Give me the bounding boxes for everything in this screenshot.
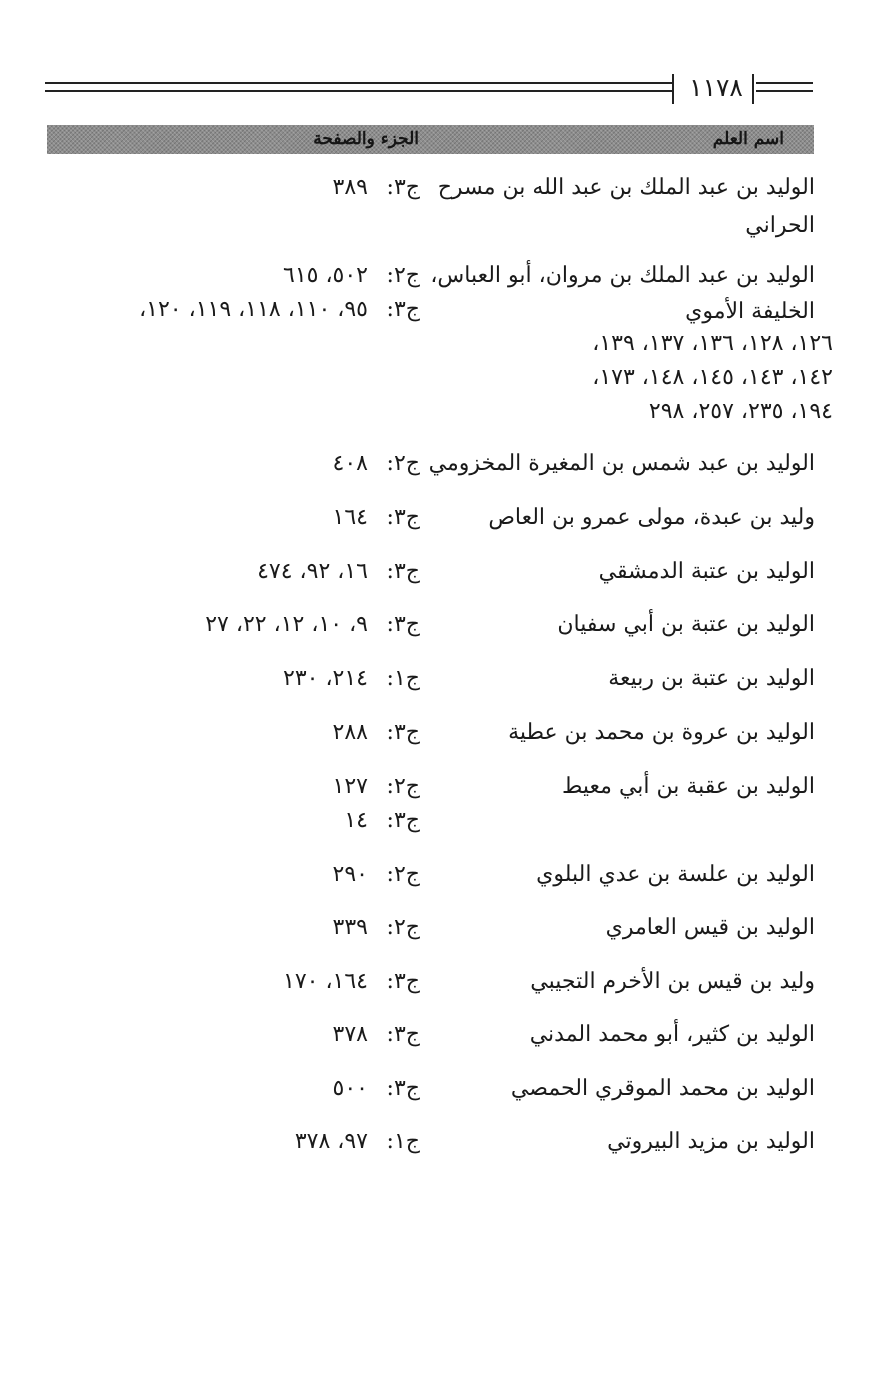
page-refs: ٩٧، ٣٧٨ (294, 1129, 368, 1154)
volume-label: ج٣: (386, 969, 420, 994)
page-refs: ٩، ١٠، ١٢، ٢٢، ٢٧ (205, 612, 368, 637)
header-rule-top (45, 82, 673, 84)
page-refs: ١٤ (344, 808, 368, 833)
volume-label: ج٣: (386, 720, 420, 745)
entry-ref (0, 292, 420, 328)
header-rule-bottom (45, 90, 673, 92)
entry-name: الوليد بن عتبة الدمشقي (598, 559, 815, 584)
entry-name: الوليد بن محمد الموقري الحمصي (510, 1076, 815, 1101)
entry-ref (0, 607, 420, 643)
page-refs-continuation: ١٩٤، ٢٣٥، ٢٥٧، ٢٩٨ (648, 399, 833, 424)
header-rule-short-bottom (756, 90, 813, 92)
page-refs: ٢٨٨ (332, 720, 368, 745)
entry-ref (0, 910, 420, 946)
entry-name-continuation: الحراني (745, 213, 815, 238)
volume-label: ج٢: (386, 263, 420, 288)
page-refs: ١٦٤، ١٧٠ (283, 969, 368, 994)
page-refs: ٤٠٨ (332, 451, 368, 476)
volume-label: ج١: (386, 1129, 420, 1154)
page-refs: ١٦، ٩٢، ٤٧٤ (257, 559, 368, 584)
entry-ref (0, 769, 420, 805)
volume-label: ج٣: (386, 559, 420, 584)
volume-label: ج٢: (386, 862, 420, 887)
page-refs: ٣٨٩ (332, 175, 368, 200)
volume-label: ج٢: (386, 774, 420, 799)
entry-ref (0, 964, 420, 1000)
entry-ref (0, 1017, 420, 1053)
page-refs: ١٦٤ (332, 505, 368, 530)
entry-ref (0, 554, 420, 590)
page-number: ١١٧٨ (689, 73, 743, 102)
entry-name: الوليد بن علسة بن عدي البلوي (536, 862, 815, 887)
entry-name: الوليد بن عقبة بن أبي معيط (562, 774, 815, 799)
entry-name: الوليد بن عبد الملك بن عبد الله بن مسرح (437, 175, 815, 200)
volume-label: ج٣: (386, 808, 420, 833)
entry-ref (0, 170, 420, 206)
entry-ref (0, 1071, 420, 1107)
column-header-ref: الجزء والصفحة (313, 129, 419, 149)
entry-name: الوليد بن عتبة بن ربيعة (608, 666, 815, 691)
entry-name: الوليد بن كثير، أبو محمد المدني (529, 1022, 815, 1047)
volume-label: ج٣: (386, 175, 420, 200)
page-refs: ٢١٤، ٢٣٠ (283, 666, 368, 691)
page-refs: ٢٩٠ (332, 862, 368, 887)
entry-ref (0, 857, 420, 893)
entry-name: وليد بن قيس بن الأخرم التجيبي (530, 969, 815, 994)
page-refs: ٩٥، ١١٠، ١١٨، ١١٩، ١٢٠، (139, 297, 368, 322)
volume-label: ج٣: (386, 297, 420, 322)
volume-label: ج٣: (386, 1022, 420, 1047)
header-rule-short-top (756, 82, 813, 84)
entry-ref (0, 715, 420, 751)
header-bar-left (672, 74, 674, 104)
column-header (47, 125, 814, 154)
page-refs: ٣٧٨ (332, 1022, 368, 1047)
page-refs-continuation: ١٤٢، ١٤٣، ١٤٥، ١٤٨، ١٧٣، (592, 365, 833, 390)
volume-label: ج٢: (386, 915, 420, 940)
header-bar-right (752, 74, 754, 104)
page-refs: ١٢٧ (332, 774, 368, 799)
entry-name: وليد بن عبدة، مولى عمرو بن العاص (488, 505, 815, 530)
volume-label: ج٣: (386, 612, 420, 637)
entry-name: الوليد بن عتبة بن أبي سفيان (557, 612, 815, 637)
page-refs: ٣٣٩ (332, 915, 368, 940)
entry-name-continuation: الخليفة الأموي (685, 299, 815, 324)
entry-name: الوليد بن عروة بن محمد بن عطية (508, 720, 815, 745)
volume-label: ج١: (386, 666, 420, 691)
page-refs: ٥٠٢، ٦١٥ (283, 263, 368, 288)
entry-ref (0, 803, 420, 839)
page-refs-continuation: ١٢٦، ١٢٨، ١٣٦، ١٣٧، ١٣٩، (592, 331, 833, 356)
column-header-name: اسم العلم (712, 129, 784, 149)
volume-label: ج٣: (386, 505, 420, 530)
entry-name: الوليد بن مزيد البيروتي (607, 1129, 815, 1154)
volume-label: ج٢: (386, 451, 420, 476)
entry-ref (0, 446, 420, 482)
entry-ref (0, 500, 420, 536)
entry-name: الوليد بن عبد شمس بن المغيرة المخزومي (428, 451, 815, 476)
page-refs: ٥٠٠ (332, 1076, 368, 1101)
entry-name: الوليد بن عبد الملك بن مروان، أبو العباس، (430, 263, 815, 288)
entry-name: الوليد بن قيس العامري (605, 915, 815, 940)
volume-label: ج٣: (386, 1076, 420, 1101)
entry-ref (0, 258, 420, 294)
entry-ref (0, 1124, 420, 1160)
entry-ref (0, 661, 420, 697)
